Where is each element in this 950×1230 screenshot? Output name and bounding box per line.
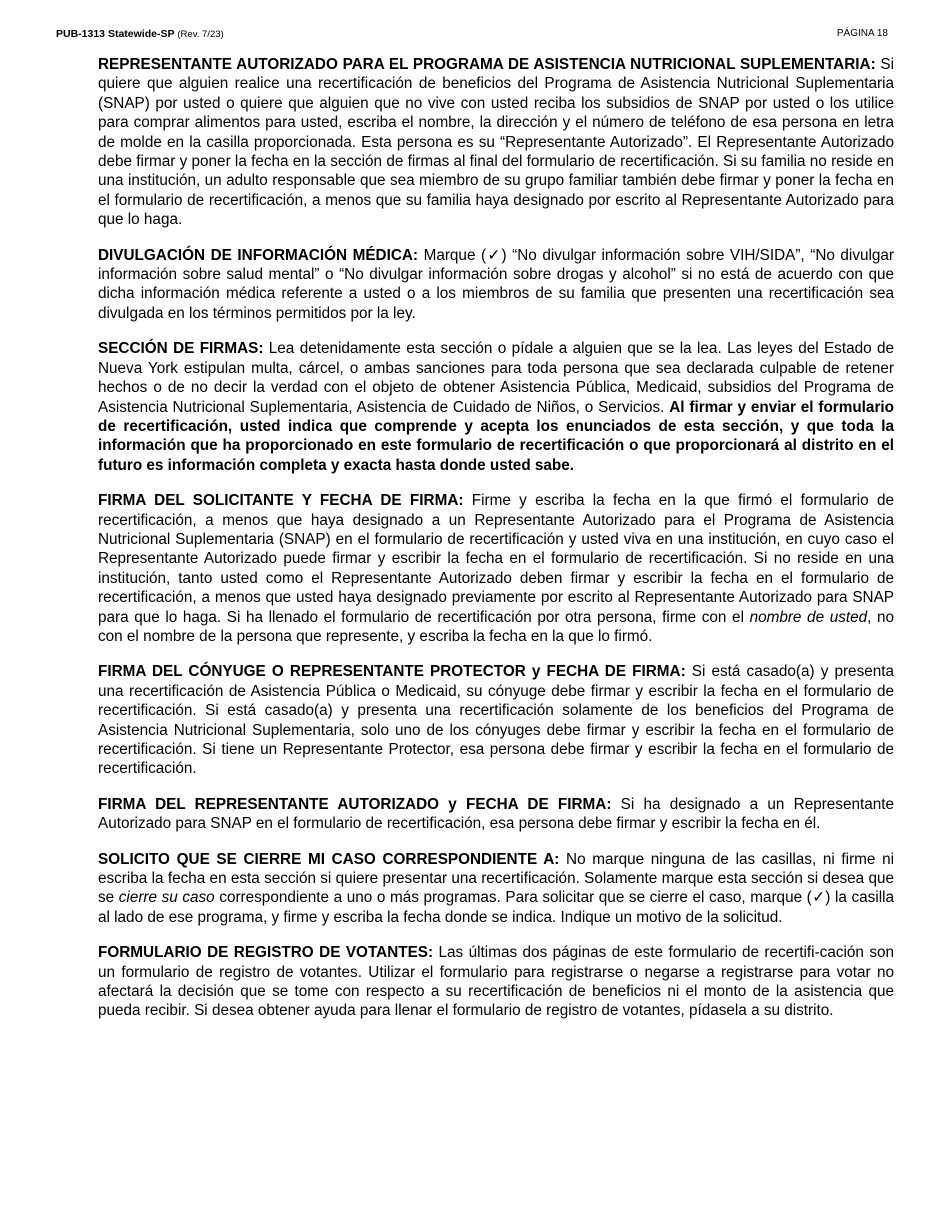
section-voter-registration [98,943,894,1021]
section-title: FORMULARIO DE REGISTRO DE VOTANTES: [98,944,434,962]
section-applicant-signature [98,491,894,646]
section-medical-disclosure [98,246,894,324]
section-title: FIRMA DEL CÓNYUGE O REPRESENTANTE PROTECTOR y FECHA DE FIRMA: [98,663,686,681]
section-text-end: , no con el nombre de la persona que represente, y escriba la fecha en la que lo firmó. [98,608,894,645]
section-representative-signature [98,795,894,834]
instructions-body [98,55,894,1037]
form-revision: (Rev. 7/23) [177,29,224,40]
section-authorized-representative [98,55,894,230]
section-spouse-signature [98,662,894,778]
section-title: REPRESENTANTE AUTORIZADO PARA EL PROGRAMA DE ASISTENCIA NUTRICIONAL SUPLEMENTARIA: [98,56,876,73]
section-case-closing [98,850,894,928]
section-text: No marque ninguna de las casillas, ni firme ni escriba la fecha en esta sección si quiere presentar una recertificación. Solamente marque esta sección si desea que se [98,850,894,907]
section-title: SECCIÓN DE FIRMAS: [98,340,264,358]
section-emphasis: nombre de usted [749,608,868,626]
section-text: Si está casado(a) y presenta una recertificación de Asistencia Pública o Medicaid, su cónyuge debe firmar y escribir la fecha en el formulario de recertificación. Si está casado(a) y presenta una recertificación solamente de los beneficios del Programa de Asistencia Nutricional Suplementaria, solo uno de los cónyuges debe firmar y escribir la fecha en el formulario de recertificación. Si tiene un Representante Protector, esa persona debe firmar y escribir la fecha en el formulario de recertificación. [98,663,894,778]
section-text: Si quiere que alguien realice una recertificación de beneficios del Programa de Asistencia Nutricional Suplementaria (SNAP) por usted o quiere que alguien que no vive con usted reciba los subsidios de SNAP por usted o los utilice para comprar alimentos para usted, escriba el nombre, la dirección y el número de teléfono de esa persona en letra de molde en la casilla proporcionada. Esta persona es su “Representante Autorizado”. El Representante Autorizado debe firmar y poner la fecha en la sección de firmas al final del formulario de recertificación. Si su familia no reside en una institución, un adulto responsable que sea miembro de su grupo familiar también debe firmar y poner la fecha en el formulario de recertificación, a menos que su familia haya designado por escrito al Representante Autorizado para que lo haga. [98,56,894,229]
section-title: DIVULGACIÓN DE INFORMACIÓN MÉDICA: [98,246,419,264]
section-text: Si ha designado a un Representante Autorizado para SNAP en el formulario de recertificación, esa persona debe firmar y escribir la fecha en él. [98,795,894,833]
section-title: SOLICITO QUE SE CIERRE MI CASO CORRESPONDIENTE A: [98,850,560,868]
section-text: Marque (✓) “No divulgar información sobre VIH/SIDA”, “No divulgar información sobre salud mental” o “No divulgar información sobre drogas y alcohol” si no está de acuerdo con que dicha información médica referente a usted o a los miembros de su familia que presenten una recertificación sea divulgada en los términos permitidos por la ley. [98,246,894,322]
section-bold-statement: Al firmar y enviar el formulario de recertificación, usted indica que comprende y acepta los enunciados de esta sección, y que toda la información que ha proporcionado en este formulario de recertificación o que proporcionará al distrito en el futuro es información completa y exacta hasta donde usted sabe. [98,398,894,474]
section-text-end: correspondiente a uno o más programas. Para solicitar que se cierre el caso, marque (✓) la casilla al lado de ese programa, y firme y escriba la fecha donde se indica. Indique un motivo de la solicitud. [98,889,895,926]
page-header [56,27,888,42]
section-title: FIRMA DEL REPRESENTANTE AUTORIZADO y FECHA DE FIRMA: [98,795,612,813]
section-emphasis: cierre su caso [118,889,215,907]
section-title: FIRMA DEL SOLICITANTE Y FECHA DE FIRMA: [98,492,464,510]
page-number: PÁGINA 18 [836,28,888,39]
section-text: Lea detenidamente esta sección o pídale a alguien que se la lea. Las leyes del Estado de Nueva York estipulan multa, cárcel, o ambas sanciones para toda persona que sea declarada culpable de retener hechos o de no decir la verdad con el objeto de obtener Asistencia Pública, Medicaid, subsidios del Programa de Asistencia Nutricional Suplementaria, Asistencia de Cuidado de Niños, o Servicios. [98,340,894,416]
section-signatures [98,339,894,475]
form-code: PUB-1313 Statewide-SP [56,28,175,40]
section-text: Las últimas dos páginas de este formulario de recertifi-cación son un formulario de registro de votantes. Utilizar el formulario para registrarse o negarse a registrarse para votar no afectará la decisión que se tome con respecto a su recertificación de beneficios ni el monto de la asistencia que pueda recibir. Si desea obtener ayuda para llenar el formulario de registro de votantes, pídasela a su distrito. [98,944,894,1020]
section-text: Firme y escriba la fecha en la que firmó el formulario de recertificación, a menos que haya designado a un Representante Autorizado para el Programa de Asistencia Nutricional Suplementaria (SNAP) en el formulario de recertificación y usted viva en una institución, en cuyo caso el Representante Autorizado puede firmar y escribir la fecha en el formulario de recertificación. Si no reside en una institución, tanto usted como el Representante Autorizado deben firmar y escribir la fecha en el formulario de recertificación, a menos que usted haya designado previamente por escrito al Representante Autorizado para SNAP para que lo haga. Si ha llenado el formulario de recertificación por otra persona, firme con el [98,492,894,626]
